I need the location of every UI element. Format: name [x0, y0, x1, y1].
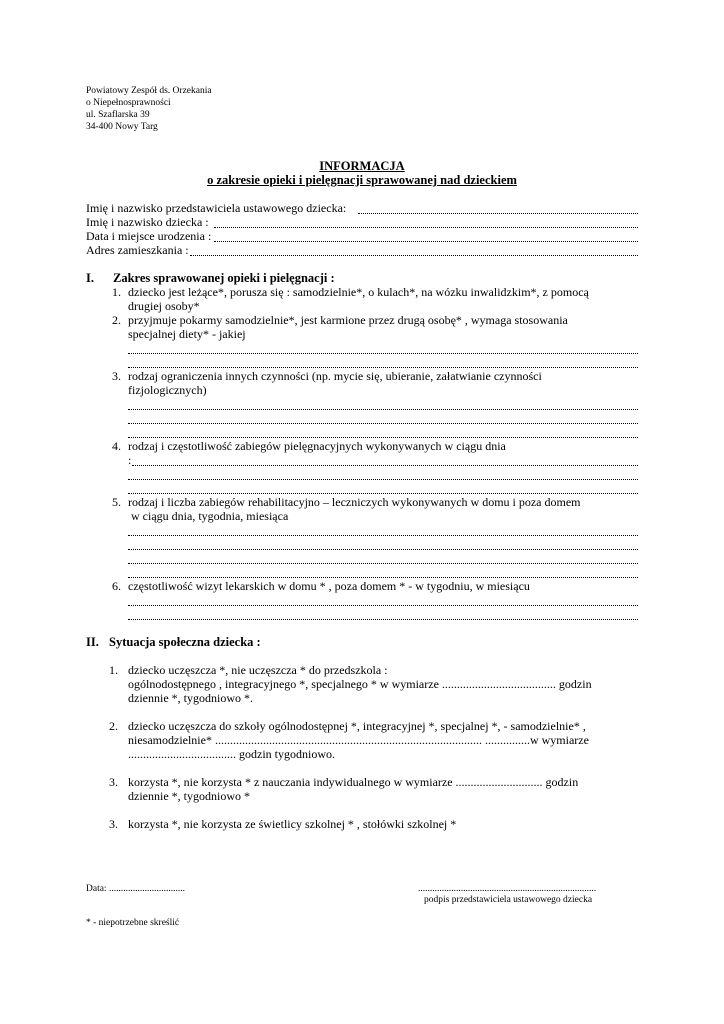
answer-line[interactable]	[128, 481, 638, 494]
address-line-3: ul. Szaflarska 39	[86, 110, 150, 120]
answer-line[interactable]	[128, 551, 638, 564]
item-number: 6.	[112, 579, 121, 593]
s1-item4-colon: :	[128, 453, 132, 467]
answer-line[interactable]	[128, 341, 638, 354]
field-child-name[interactable]	[86, 215, 638, 230]
field-label: Imię i nazwisko dziecka :	[86, 215, 209, 229]
item-number: 5.	[112, 495, 121, 509]
s2-item2-line1: dziecko uczęszcza do szkoły ogólnodostępnej *, integracyjnej *, specjalnej *, - samodzielnie* ,	[128, 719, 586, 733]
item-number: 2.	[112, 313, 121, 327]
s1-item5-line1: rodzaj i liczba zabiegów rehabilitacyjno – leczniczych wykonywanych w domu i poza domem	[128, 495, 581, 509]
address-line-4: 34-400 Nowy Targ	[86, 122, 158, 132]
item-number: 4.	[112, 439, 121, 453]
answer-line[interactable]	[128, 425, 638, 438]
address-line-1: Powiatowy Zespół ds. Orzekania	[86, 86, 212, 96]
address-line-2: o Niepełnosprawności	[86, 98, 171, 108]
s2-item3-line2: dziennie *, tygodniowo *	[128, 789, 250, 803]
s1-item1-line2: drugiej osoby*	[128, 299, 200, 313]
answer-line[interactable]	[128, 397, 638, 410]
section-1-heading: Zakres sprawowanej opieki i pielęgnacji :	[113, 271, 335, 285]
item-number: 2.	[109, 719, 118, 733]
s1-item4-line1: rodzaj i częstotliwość zabiegów pielęgnacyjnych wykonywanych w ciągu dnia	[128, 439, 506, 453]
date-field[interactable]: Data: ................................	[86, 884, 185, 894]
item-number: 3.	[112, 369, 121, 383]
document-title: INFORMACJA	[319, 159, 405, 173]
s2-item1-line3: dziennie *, tygodniowo *.	[128, 691, 253, 705]
answer-line[interactable]	[128, 537, 638, 550]
s2-item4-line1: korzysta *, nie korzysta ze świetlicy szkolnej * , stołówki szkolnej *	[128, 817, 457, 831]
section-1-number: I.	[86, 271, 94, 285]
s1-item2-line2: specjalnej diety* - jakiej	[128, 327, 246, 341]
answer-line[interactable]	[128, 565, 638, 578]
item-number: 1.	[109, 663, 118, 677]
s1-item3-line2: fizjologicznych)	[128, 383, 207, 397]
answer-line[interactable]	[128, 411, 638, 424]
s1-item6-line1: częstotliwość wizyt lekarskich w domu * , poza domem * - w tygodniu, w miesiącu	[128, 579, 530, 593]
s1-item5-line2: w ciągu dnia, tygodnia, miesiąca	[131, 509, 289, 523]
item-number: 3.	[109, 775, 118, 789]
s1-item2-line1: przyjmuje pokarmy samodzielnie*, jest karmione przez drugą osobę* , wymaga stosowania	[128, 313, 568, 327]
signature-label: podpis przedstawiciela ustawowego dziecka	[424, 895, 593, 905]
field-label: Adres zamieszkania :	[86, 243, 189, 257]
document-subtitle: o zakresie opieki i pielęgnacji sprawowanej nad dzieckiem	[207, 173, 517, 187]
answer-line[interactable]	[128, 355, 638, 368]
s2-item1-line1: dziecko uczęszcza *, nie uczęszcza * do przedszkola :	[128, 663, 388, 677]
s2-item1-line2: ogólnodostępnego , integracyjnego *, specjalnego * w wymiarze ...................................... godzin	[128, 677, 592, 691]
answer-line[interactable]	[128, 607, 638, 620]
s1-item1-line1: dziecko jest leżące*, porusza się : samodzielnie*, o kulach*, na wózku inwalidzkim*, z pomocą	[128, 285, 589, 299]
section-2-number: II.	[86, 635, 99, 649]
answer-line[interactable]	[128, 593, 638, 606]
field-birth[interactable]	[86, 229, 638, 244]
field-label: Data i miejsce urodzenia :	[86, 229, 212, 243]
signature-line[interactable]: ...........................................................................	[418, 884, 597, 894]
item-number: 3.	[109, 817, 118, 831]
answer-line[interactable]	[132, 453, 638, 466]
answer-line[interactable]	[128, 467, 638, 480]
answer-line[interactable]	[128, 523, 638, 536]
field-representative-name[interactable]	[86, 201, 638, 216]
s2-item2-line2: niesamodzielnie* ......................................................................................... ...............w wymiarze	[128, 733, 589, 747]
s2-item3-line1: korzysta *, nie korzysta * z nauczania indywidualnego w wymiarze ............................. godzin	[128, 775, 579, 789]
s1-item3-line1: rodzaj ograniczenia innych czynności (np. mycie się, ubieranie, załatwianie czynności	[128, 369, 542, 383]
field-address[interactable]	[86, 243, 638, 258]
item-number: 1.	[112, 285, 121, 299]
field-label: Imię i nazwisko przedstawiciela ustawowego dziecka:	[86, 201, 347, 215]
s2-item2-line3: .................................... godzin tygodniowo.	[128, 747, 335, 761]
footnote: * - niepotrzebne skreślić	[86, 918, 180, 928]
section-2-heading: Sytuacja społeczna dziecka :	[109, 635, 261, 649]
